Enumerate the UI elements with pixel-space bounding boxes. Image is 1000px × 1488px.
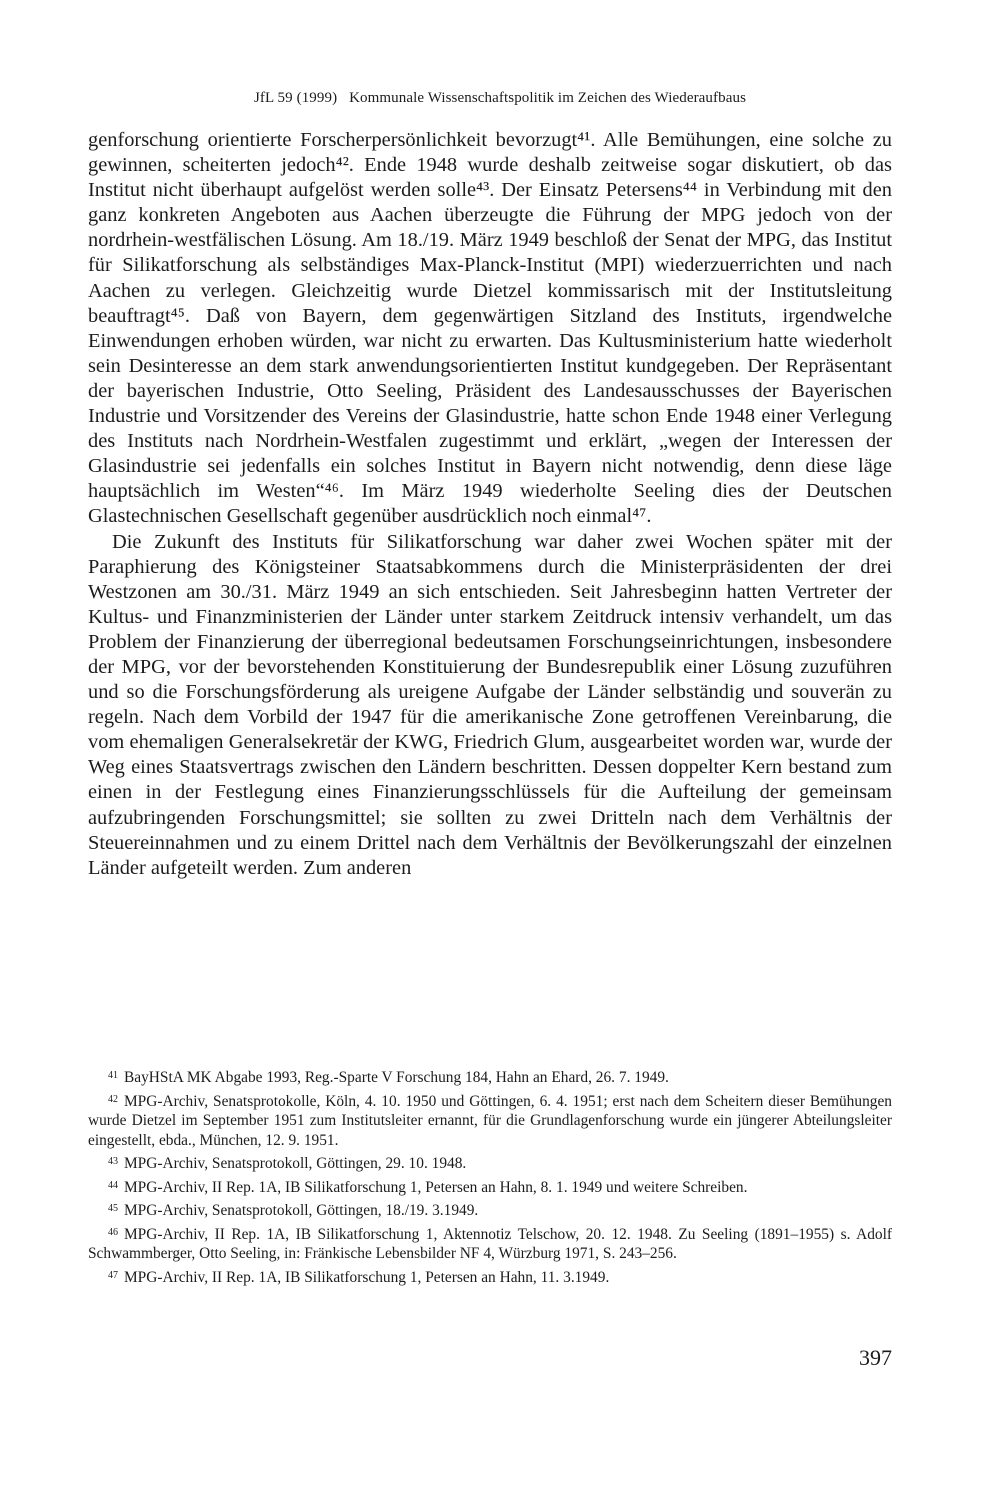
body-paragraph: genforschung orientierte Forscherpersönlichkeit bevorzugt⁴¹. Alle Bemühungen, eine solche zu gewinnen, scheiterten jedoch⁴². Ende 1948 wurde deshalb zeitweise sogar diskutiert, ob das Institut nicht überhaupt aufgelöst werden solle⁴³. Der Einsatz Petersens⁴⁴ in Verbindung mit den ganz konkreten Angeboten aus Aachen überzeugte die Führung der MPG jedoch von der nordrhein-westfälischen Lösung. Am 18./19. März 1949 beschloß der Senat der MPG, das Institut für Silikatforschung als selbständiges Max-Planck-Institut (MPI) wiederzuerrichten und nach Aachen zu verlegen. Gleichzeitig wurde Dietzel kommissarisch mit der Institutsleitung beauftragt⁴⁵. Daß von Bayern, dem gegenwärtigen Sitzland des Instituts, irgendwelche Einwendungen erhoben würden, war nicht zu erwarten. Das Kultusministerium hatte wiederholt sein Desinteresse an dem stark anwendungsorientierten Institut kundgegeben. Der Repräsentant der bayerischen Industrie, Otto Seeling, Präsident des Landesausschusses der Bayerischen Industrie und Vorsitzender des Vereins der Glasindustrie, hatte schon Ende 1948 einer Verlegung des Instituts nach Nordrhein-Westfalen zugestimmt und erklärt, „wegen der Interessen der Glasindustrie sei jedenfalls ein solches Institut in Bayern nicht notwendig, denn diese läge hauptsächlich im Westen“⁴⁶. Im März 1949 wiederholte Seeling dies der Deutschen Glastechnischen Gesellschaft gegenüber ausdrücklich noch einmal⁴⁷. xyxy=(88,129,892,528)
main-text xyxy=(88,128,892,881)
footnote xyxy=(88,1223,892,1264)
footnote-text: MPG-Archiv, II Rep. 1A, IB Silikatforschung 1, Petersen an Hahn, 11. 3.1949. xyxy=(124,1268,610,1286)
journal-reference: JfL 59 (1999) xyxy=(253,90,338,106)
footnotes xyxy=(88,1066,892,1289)
footnote-text: MPG-Archiv, Senatsprotokoll, Göttingen, 18./19. 3.1949. xyxy=(124,1202,479,1219)
page-number: 397 xyxy=(859,1345,892,1370)
footnote-number: 43 xyxy=(108,1156,118,1167)
footnote-number: 46 xyxy=(108,1226,118,1238)
footnote-text: MPG-Archiv, II Rep. 1A, IB Silikatforschung 1, Petersen an Hahn, 8. 1. 1949 und weitere Schreiben. xyxy=(124,1178,748,1196)
footnote-text: BayHStA MK Abgabe 1993, Reg.-Sparte V Forschung 184, Hahn an Ehard, 26. 7. 1949. xyxy=(124,1069,669,1086)
footnote-text: MPG-Archiv, Senatsprotokoll, Göttingen, 29. 10. 1948. xyxy=(124,1155,467,1172)
footnote-number: 45 xyxy=(108,1203,118,1214)
footnote-text: MPG-Archiv, Senatsprotokolle, Köln, 4. 10. 1950 und Göttingen, 6. 4. 1951; erst nach dem Scheitern dieser Bemühungen wurde Dietzel im September 1951 zum Institutsleiter ernannt, für die Grundlagenforschung wurde ein jüngerer Abteilungsleiter eingestellt, ebda., München, 12. 9. 1951. xyxy=(88,1092,892,1149)
running-header xyxy=(0,90,1000,107)
footnote-number: 42 xyxy=(108,1093,118,1105)
footnote-text: MPG-Archiv, II Rep. 1A, IB Silikatforschung 1, Aktennotiz Telschow, 20. 12. 1948. Zu Seeling (1891–1955) s. Adolf Schwammberger, Otto Seeling, in: Fränkische Lebensbilder NF 4, Würzburg 1971, S. 243–256. xyxy=(88,1225,892,1262)
footnote-number: 41 xyxy=(108,1070,118,1081)
footnote xyxy=(88,1066,892,1088)
footnote xyxy=(88,1176,892,1198)
footnote xyxy=(88,1266,892,1288)
footnote xyxy=(88,1199,892,1221)
footnote-number: 44 xyxy=(108,1179,118,1191)
footnote-number: 47 xyxy=(108,1269,118,1281)
footnote xyxy=(88,1152,892,1174)
body-paragraph: Die Zukunft des Instituts für Silikatforschung war daher zwei Wochen später mit der Paraphierung des Königsteiner Staatsabkommens durch die Ministerpräsidenten der drei Westzonen am 30./31. März 1949 an sich entschieden. Seit Jahresbeginn hatten Vertreter der Kultus- und Finanzministerien der Länder unter starkem Zeitdruck intensiv verhandelt, um das Problem der Finanzierung der überregional bedeutsamen Forschungseinrichtungen, insbesondere der MPG, vor der bevorstehenden Konstituierung der Bundesrepublik einer Lösung zuzuführen und so die Forschungsförderung als ureigene Aufgabe der Länder selbständig und souverän zu regeln. Nach dem Vorbild der 1947 für die amerikanische Zone getroffenen Vereinbarung, die vom ehemaligen Generalsekretär der KWG, Friedrich Glum, ausgearbeitet worden war, wurde der Weg eines Staatsvertrags zwischen den Ländern beschritten. Dessen doppelter Kern bestand zum einen in der Festlegung eines Finanzierungsschlüssels für die Aufteilung der gemeinsam aufzubringenden Forschungsmittel; sie sollten zu zwei Dritteln nach dem Verhältnis der Steuereinnahmen und zu einem Drittel nach dem Verhältnis der Bevölkerungszahl der einzelnen Länder aufgeteilt werden. Zum anderen xyxy=(88,530,892,879)
footnote xyxy=(88,1090,892,1151)
running-title: Kommunale Wissenschaftspolitik im Zeichen des Wiederaufbaus xyxy=(349,90,747,106)
